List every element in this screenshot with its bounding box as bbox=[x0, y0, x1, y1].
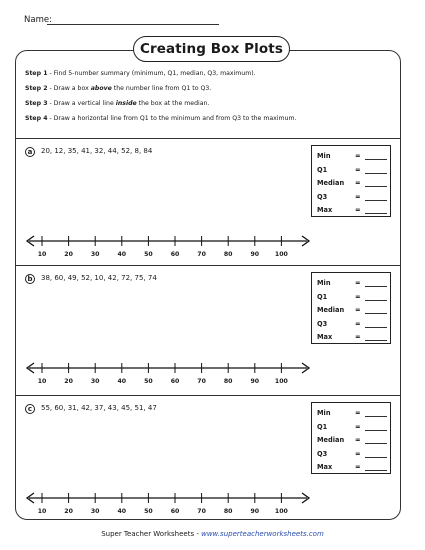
number-line bbox=[23, 488, 313, 518]
summary-label: Q3 bbox=[317, 449, 328, 458]
tick-label: 50 bbox=[144, 251, 153, 258]
equals-sign: = bbox=[355, 449, 361, 458]
number-line-graphic bbox=[23, 358, 313, 378]
answer-blank[interactable] bbox=[365, 430, 387, 431]
equals-sign: = bbox=[355, 333, 361, 341]
equals-sign: = bbox=[355, 306, 361, 314]
answer-blank[interactable] bbox=[365, 470, 387, 471]
equals-sign: = bbox=[355, 152, 361, 160]
problem-letter: c bbox=[25, 404, 35, 414]
tick-label: 80 bbox=[223, 251, 233, 258]
summary-label: Min bbox=[317, 409, 331, 417]
footer-link[interactable]: www.superteacherworksheets.com bbox=[201, 530, 324, 538]
instructions bbox=[25, 70, 395, 130]
tick-label: 10 bbox=[37, 251, 47, 258]
tick-label: 30 bbox=[90, 251, 100, 258]
tick-label: 70 bbox=[197, 378, 206, 385]
answer-blank[interactable] bbox=[365, 340, 387, 341]
equals-sign: = bbox=[355, 179, 361, 187]
five-number-summary-box bbox=[311, 272, 391, 344]
data-set: 38, 60, 49, 52, 10, 42, 72, 75, 74 bbox=[41, 274, 157, 282]
tick-label: 70 bbox=[197, 508, 206, 515]
tick-label: 50 bbox=[144, 508, 153, 515]
five-number-summary-box bbox=[311, 145, 391, 217]
summary-label: Q3 bbox=[317, 319, 328, 328]
number-line-graphic bbox=[23, 488, 313, 508]
tick-label: 100 bbox=[274, 251, 288, 258]
tick-label: 60 bbox=[170, 251, 180, 258]
equals-sign: = bbox=[355, 206, 361, 214]
answer-blank[interactable] bbox=[365, 286, 387, 287]
answer-blank[interactable] bbox=[365, 213, 387, 214]
answer-blank[interactable] bbox=[365, 159, 387, 160]
summary-label: Median bbox=[317, 436, 345, 444]
problem-letter: a bbox=[25, 147, 35, 157]
equals-sign: = bbox=[355, 319, 361, 328]
answer-blank[interactable] bbox=[365, 173, 387, 174]
summary-label: Q1 bbox=[317, 165, 328, 174]
equals-sign: = bbox=[355, 463, 361, 471]
tick-label: 100 bbox=[274, 508, 288, 515]
answer-blank[interactable] bbox=[365, 186, 387, 187]
number-line bbox=[23, 231, 313, 261]
answer-blank[interactable] bbox=[365, 327, 387, 328]
tick-label: 90 bbox=[250, 251, 260, 258]
answer-blank[interactable] bbox=[365, 200, 387, 201]
problem-letter: b bbox=[25, 274, 35, 284]
answer-blank[interactable] bbox=[365, 416, 387, 417]
tick-label: 10 bbox=[37, 508, 47, 515]
answer-blank[interactable] bbox=[365, 313, 387, 314]
summary-label: Median bbox=[317, 306, 345, 314]
step-2: Step 2 - Draw a box above the number line from Q1 to Q3. bbox=[25, 85, 212, 92]
answer-blank[interactable] bbox=[365, 443, 387, 444]
number-line bbox=[23, 358, 313, 388]
problem-c bbox=[15, 396, 401, 526]
tick-label: 80 bbox=[223, 508, 233, 515]
footer: Super Teacher Worksheets - www.superteacherworksheets.com bbox=[101, 530, 324, 538]
equals-sign: = bbox=[355, 279, 361, 287]
tick-label: 20 bbox=[64, 378, 73, 385]
tick-label: 20 bbox=[64, 508, 73, 515]
tick-label: 80 bbox=[223, 378, 233, 385]
number-line-graphic bbox=[23, 231, 313, 251]
tick-label: 40 bbox=[117, 378, 127, 385]
tick-label: 30 bbox=[90, 508, 100, 515]
equals-sign: = bbox=[355, 409, 361, 417]
data-set: 55, 60, 31, 42, 37, 43, 45, 51, 47 bbox=[41, 404, 157, 412]
page-title: Creating Box Plots bbox=[133, 36, 290, 62]
summary-label: Min bbox=[317, 279, 331, 287]
summary-label: Q3 bbox=[317, 192, 328, 201]
data-set: 20, 12, 35, 41, 32, 44, 52, 8, 84 bbox=[41, 147, 153, 155]
tick-label: 10 bbox=[37, 378, 47, 385]
tick-label: 100 bbox=[274, 378, 288, 385]
summary-label: Q1 bbox=[317, 422, 328, 431]
tick-label: 90 bbox=[250, 508, 260, 515]
tick-label: 30 bbox=[90, 378, 100, 385]
tick-label: 90 bbox=[250, 378, 260, 385]
answer-blank[interactable] bbox=[365, 300, 387, 301]
summary-label: Max bbox=[317, 463, 333, 471]
summary-label: Max bbox=[317, 206, 333, 214]
footer-brand: Super Teacher Worksheets bbox=[101, 530, 195, 538]
step-4: Step 4 - Draw a horizontal line from Q1 to the minimum and from Q3 to the maximum. bbox=[25, 115, 297, 122]
tick-label: 40 bbox=[117, 251, 127, 258]
tick-label: 60 bbox=[170, 508, 180, 515]
tick-label: 70 bbox=[197, 251, 206, 258]
problem-b bbox=[15, 266, 401, 396]
step-1: Step 1 - Find 5-number summary (minimum, Q1, median, Q3, maximum). bbox=[25, 70, 256, 77]
equals-sign: = bbox=[355, 292, 361, 301]
problem-a bbox=[15, 139, 401, 269]
tick-label: 50 bbox=[144, 378, 153, 385]
tick-label: 40 bbox=[117, 508, 127, 515]
tick-label: 20 bbox=[64, 251, 73, 258]
summary-label: Median bbox=[317, 179, 345, 187]
summary-label: Min bbox=[317, 152, 331, 160]
step-3: Step 3 - Draw a vertical line inside the box at the median. bbox=[25, 100, 210, 107]
equals-sign: = bbox=[355, 422, 361, 431]
equals-sign: = bbox=[355, 165, 361, 174]
name-label: Name: bbox=[24, 15, 52, 25]
summary-label: Q1 bbox=[317, 292, 328, 301]
name-field[interactable] bbox=[47, 24, 219, 25]
tick-label: 60 bbox=[170, 378, 180, 385]
equals-sign: = bbox=[355, 192, 361, 201]
equals-sign: = bbox=[355, 436, 361, 444]
five-number-summary-box bbox=[311, 402, 391, 474]
summary-label: Max bbox=[317, 333, 333, 341]
answer-blank[interactable] bbox=[365, 457, 387, 458]
